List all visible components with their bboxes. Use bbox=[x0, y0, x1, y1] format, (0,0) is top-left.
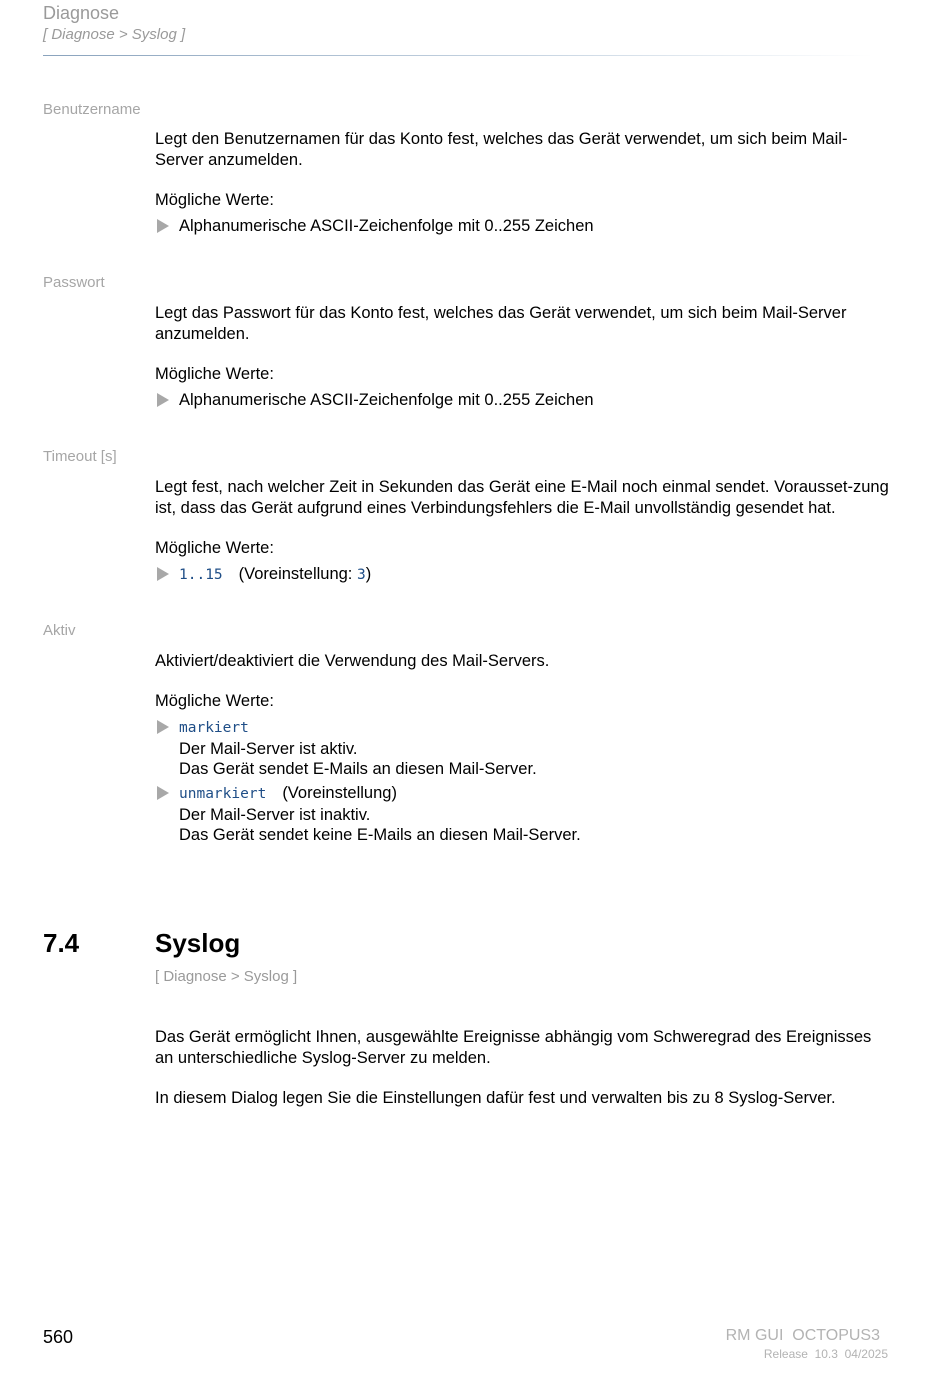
bullet-triangle-icon bbox=[157, 567, 169, 581]
option-line: Der Mail-Server ist inaktiv. bbox=[179, 805, 371, 824]
param-label-aktiv: Aktiv bbox=[43, 622, 76, 639]
default-value-code: 3 bbox=[356, 567, 366, 583]
param-values-heading: Mögliche Werte: bbox=[155, 539, 274, 557]
section-title: Syslog bbox=[155, 928, 241, 958]
option-code: unmarkiert bbox=[179, 786, 267, 802]
param-value-benutzername: Alphanumerische ASCII-Zeichenfolge mit 0..255 Zeichen bbox=[179, 217, 594, 235]
option-line: Der Mail-Server ist aktiv. bbox=[179, 739, 358, 758]
param-description-benutzername: Legt den Benutzernamen für das Konto fest, welches das Gerät verwendet, um sich beim Mail-Server anzumelden. bbox=[155, 130, 848, 169]
option-code: markiert bbox=[179, 720, 249, 736]
option-unmarkiert bbox=[179, 783, 879, 846]
param-value-passwort: Alphanumerische ASCII-Zeichenfolge mit 0..255 Zeichen bbox=[179, 391, 594, 409]
param-label-passwort: Passwort bbox=[43, 274, 105, 291]
option-markiert bbox=[179, 717, 879, 780]
param-description-passwort: Legt das Passwort für das Konto fest, welches das Gerät verwendet, um sich beim Mail-Server anzumelden. bbox=[155, 304, 847, 343]
bullet-triangle-icon bbox=[157, 720, 169, 734]
param-description-timeout: Legt fest, nach welcher Zeit in Sekunden das Gerät eine E-Mail noch einmal sendet. Vorausset-zung ist, dass das Gerät aufgrund eines Verbindungsfehlers die E-Mail unvollständig gesendet hat. bbox=[155, 478, 889, 517]
running-header-title: Diagnose bbox=[43, 3, 120, 23]
bullet-triangle-icon bbox=[157, 786, 169, 800]
default-prefix: (Voreinstellung: bbox=[238, 565, 357, 583]
section-breadcrumb: [ Diagnose > Syslog ] bbox=[155, 968, 298, 985]
page-number: 560 bbox=[43, 1327, 74, 1347]
option-line: Das Gerät sendet E-Mails an diesen Mail-Server. bbox=[179, 760, 537, 778]
param-label-timeout: Timeout [s] bbox=[43, 448, 117, 465]
param-values-heading: Mögliche Werte: bbox=[155, 191, 274, 209]
header-divider bbox=[43, 55, 873, 56]
running-header-breadcrumb: [ Diagnose > Syslog ] bbox=[43, 26, 186, 43]
value-range-code: 1..15 bbox=[179, 567, 223, 583]
param-values-heading: Mögliche Werte: bbox=[155, 692, 274, 710]
param-value-timeout bbox=[179, 564, 879, 586]
bullet-triangle-icon bbox=[157, 393, 169, 407]
footer-document-name: RM GUI OCTOPUS3 bbox=[725, 1327, 880, 1344]
section-paragraph: Das Gerät ermöglicht Ihnen, ausgewählte Ereignisse abhängig vom Schweregrad des Ereignisses an unterschiedliche Syslog-Server zu melden. bbox=[155, 1028, 872, 1067]
option-line: Das Gerät sendet keine E-Mails an diesen Mail-Server. bbox=[179, 826, 581, 844]
default-suffix: ) bbox=[365, 565, 372, 583]
bullet-triangle-icon bbox=[157, 219, 169, 233]
param-description-aktiv: Aktiviert/deaktiviert die Verwendung des Mail-Servers. bbox=[155, 652, 550, 670]
param-label-benutzername: Benutzername bbox=[43, 101, 141, 118]
footer-release: Release 10.3 04/2025 bbox=[763, 1347, 888, 1361]
section-paragraph: In diesem Dialog legen Sie die Einstellungen dafür fest und verwalten bis zu 8 Syslog-Server. bbox=[155, 1089, 836, 1107]
section-number: 7.4 bbox=[43, 928, 80, 958]
param-values-heading: Mögliche Werte: bbox=[155, 365, 274, 383]
option-default-note: (Voreinstellung) bbox=[282, 784, 397, 802]
